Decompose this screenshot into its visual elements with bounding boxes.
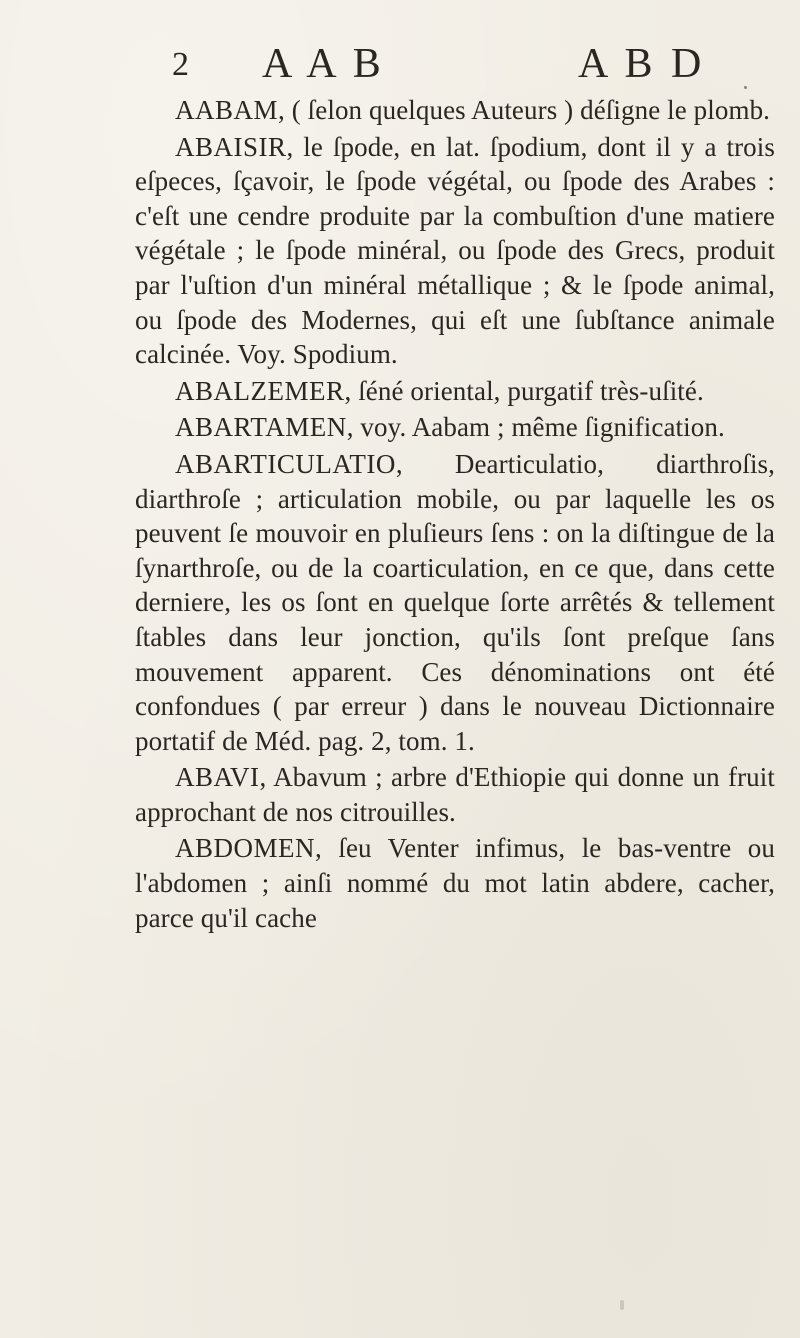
entry-definition: , ſéné oriental, purgatif très-uſité. xyxy=(344,375,704,406)
entry-definition: , voy. Aabam ; même ſignification. xyxy=(346,412,725,443)
entry-headword: ABALZEMER xyxy=(175,375,345,406)
running-head-left: A A B xyxy=(262,41,385,87)
entry-aabam xyxy=(135,93,775,128)
entry-headword: ABARTICULATIO xyxy=(175,448,396,479)
dictionary-column xyxy=(135,93,775,937)
entry-abalzemer xyxy=(135,374,775,409)
entry-abavi xyxy=(135,760,775,829)
entry-headword: ABDOMEN xyxy=(175,833,316,864)
print-speck xyxy=(744,86,747,89)
paper-blemish xyxy=(620,1300,624,1310)
entry-abaisir xyxy=(135,130,775,372)
running-head xyxy=(0,0,800,100)
entry-abarticulatio xyxy=(135,447,775,758)
page-number: 2 xyxy=(172,46,189,83)
entry-headword: ABAISIR xyxy=(175,131,287,162)
entry-definition: , Dearticulatio, diarthroſis, diarthroſe ; articulation mobile, ou par laquelle les os peuvent ſe mouvoir en pluſieurs ſens : on la diſtingue de la ſynarthroſe, ou de la coarticulation, en ce que, dans cette derniere, les os ſont en quelque ſorte arrêtés & tellement ſtables dans leur jonction, qu'ils ſont preſque ſans mouvement apparent. Ces dénominations ont été confondues ( par erreur ) dans le nouveau Dictionnaire portatif de Méd. pag. 2, tom. 1. xyxy=(135,448,775,756)
entry-definition: , ( ſelon quelques Auteurs ) déſigne le plomb. xyxy=(278,95,771,125)
entry-definition: , Abavum ; arbre d'Ethiopie qui donne un fruit approchant de nos citrouilles. xyxy=(135,762,775,827)
entry-definition: , ſeu Venter infimus, le bas-ventre ou l'abdomen ; ainſi nommé du mot latin abdere, cacher, parce qu'il cache xyxy=(135,833,775,933)
entry-abdomen xyxy=(135,831,775,935)
entry-definition: , le ſpode, en lat. ſpodium, dont il y a trois eſpeces, ſçavoir, le ſpode végétal, ou ſpode des Arabes : c'eſt une cendre produite par la combuſtion d'une matiere végétale ; le ſpode minéral, ou ſpode des Grecs, produit par l'uſtion d'un minéral métallique ; & le ſpode animal, ou ſpode des Modernes, qui eſt une ſubſtance animale calcinée. Voy. Spodium. xyxy=(135,131,775,370)
entry-abartamen xyxy=(135,410,775,445)
entry-headword: AABAM xyxy=(175,95,279,125)
running-head-right: A B D xyxy=(578,41,706,87)
entry-headword: ABAVI xyxy=(175,762,260,793)
entry-headword: ABARTAMEN xyxy=(175,412,347,443)
